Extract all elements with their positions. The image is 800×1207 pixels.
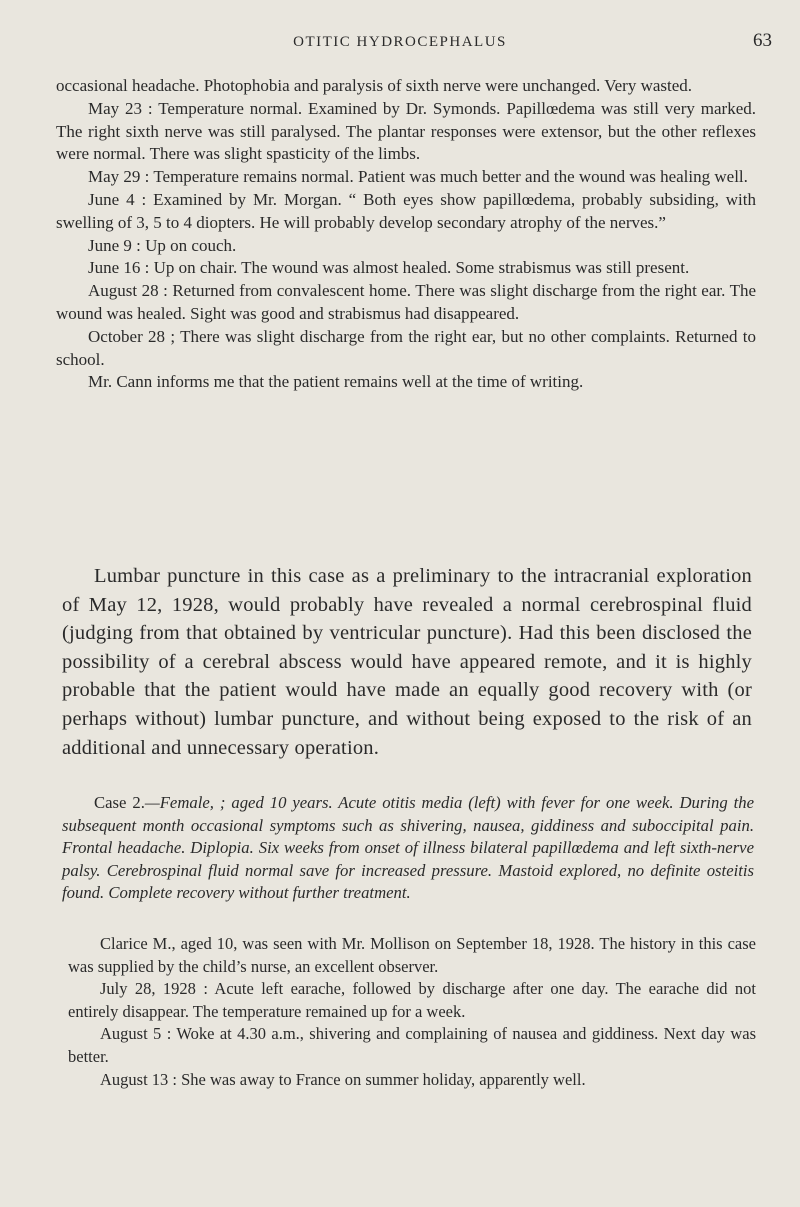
body-paragraph: May 23 : Temperature normal. Examined by Dr. Symonds. Papillœdema was still very marked. The right sixth nerve was still paralysed. The plantar responses were extensor, but the other reflexes were normal. There was slight spasticity of the limbs. (56, 98, 756, 164)
body-paragraph: Mr. Cann informs me that the patient remains well at the time of writing. (88, 372, 584, 392)
body-paragraph: June 16 : Up on chair. The wound was almost healed. Some strabismus was still present. (88, 258, 690, 278)
case-2-history (68, 933, 756, 1091)
body-paragraph: August 28 : Returned from convalescent home. There was slight discharge from the right ear. The wound was healed. Sight was good and strabismus had disappeared. (56, 281, 756, 323)
case-2-summary (62, 792, 754, 905)
page-number: 63 (753, 30, 772, 51)
case-2-label: Case 2. (94, 793, 145, 812)
case-2-paragraph: Clarice M., aged 10, was seen with Mr. Mollison on September 18, 1928. The history in this case was supplied by the child’s nurse, an excellent observer. (68, 934, 756, 976)
running-header (0, 30, 800, 56)
case-2-paragraph: August 5 : Woke at 4.30 a.m., shivering and complaining of nausea and giddiness. Next day was better. (68, 1024, 756, 1066)
body-paragraph: October 28 ; There was slight discharge from the right ear, but no other complaints. Returned to school. (56, 326, 756, 369)
body-paragraph: occasional headache. Photophobia and paralysis of sixth nerve were unchanged. Very wasted. (56, 76, 693, 95)
body-paragraph: May 29 : Temperature remains normal. Patient was much better and the wound was healing well. (88, 167, 748, 187)
body-paragraph: June 4 : Examined by Mr. Morgan. “ Both eyes show papillœdema, probably subsiding, with swelling of 3, 5 to 4 diopters. He will probably develop secondary atrophy of the nerves.” (56, 189, 756, 232)
case-2-summary-text: —Female, ; aged 10 years. Acute otitis media (left) with fever for one week. During the subsequent month occasional symptoms such as shivering, nausea, giddiness and suboccipital pain. Frontal headache. Diplopia. Six weeks from onset of illness bilateral papillœdema and left sixth-nerve palsy. Cerebrospinal fluid normal save for increased pressure. Mastoid explored, no definite osteitis found. Complete recovery without further treatment. (62, 793, 754, 902)
case-2-paragraph: July 28, 1928 : Acute left earache, followed by discharge after one day. The earache did not entirely disappear. The temperature remained up for a week. (68, 979, 756, 1021)
body-paragraph: June 9 : Up on couch. (88, 235, 237, 255)
case-2-paragraph: August 13 : She was away to France on summer holiday, apparently well. (100, 1069, 586, 1089)
case-1-continuation (56, 75, 756, 394)
commentary-paragraph: Lumbar puncture in this case as a preliminary to the intracranial exploration of May 12, 1928, would probably have revealed a normal cerebrospinal fluid (judging from that obtained by ventricular puncture). Had this been disclosed the possibility of a cerebral abscess would have appeared remote, and it is highly probable that the patient would have made an equally good recovery with (or perhaps without) lumbar puncture, and without being exposed to the risk of an additional and unnecessary operation. (62, 565, 752, 759)
running-title: OTITIC HYDROCEPHALUS (293, 34, 507, 50)
